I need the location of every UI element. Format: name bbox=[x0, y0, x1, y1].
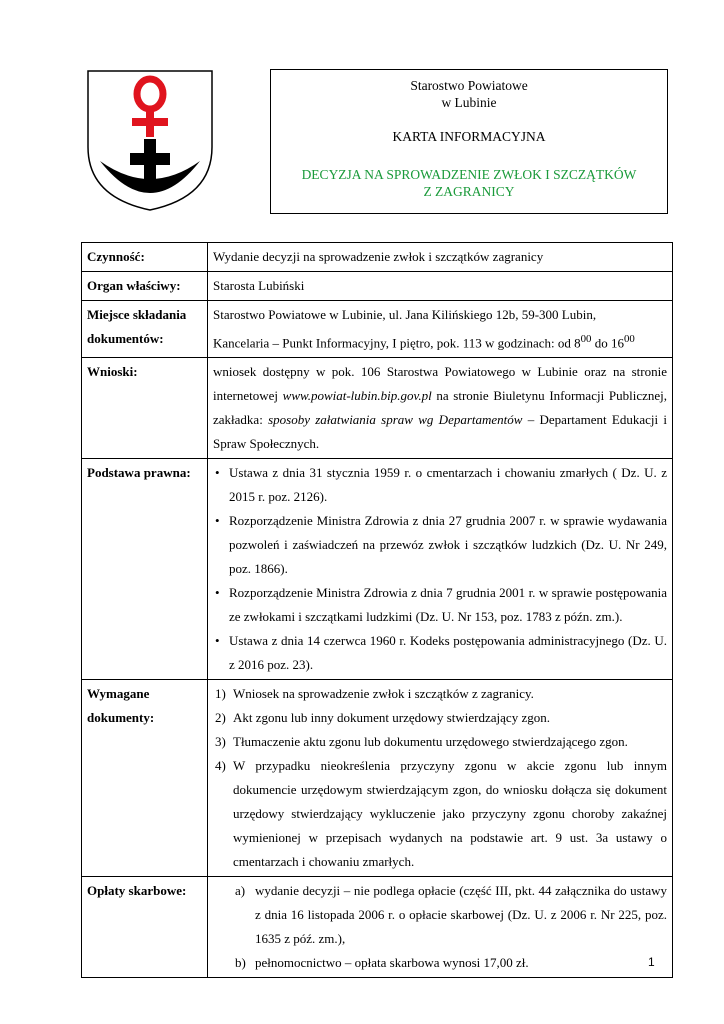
row-wymagane bbox=[82, 680, 673, 877]
row-organ bbox=[82, 272, 673, 301]
value-czynnosc: Wydanie decyzji na sprowadzenie zwłok i szczątków zagranicy bbox=[208, 243, 673, 272]
header-box bbox=[270, 69, 668, 214]
org-city: w Lubinie bbox=[441, 95, 497, 110]
list-item: • Rozporządzenie Ministra Zdrowia z dnia 27 grudnia 2007 r. w sprawie wydawania pozwoleń i zaświadczeń na przewóz zwłok i szczątków ludzkich (Dz. U. Nr 249, poz. 1866). bbox=[215, 513, 667, 577]
label-czynnosc: Czynność: bbox=[82, 243, 208, 272]
value-oplaty bbox=[208, 877, 673, 978]
row-wnioski bbox=[82, 358, 673, 459]
label-oplaty: Opłaty skarbowe: bbox=[82, 877, 208, 978]
page-number: 1 bbox=[648, 955, 655, 969]
decision-title: DECYZJA NA SPROWADZENIE ZWŁOK I SZCZĄTKÓW Z ZAGRANICY bbox=[301, 167, 637, 199]
list-item: • Rozporządzenie Ministra Zdrowia z dnia 7 grudnia 2001 r. w sprawie postępowania ze zwłokami i szczątkami ludzkimi (Dz. U. Nr 153, poz. 1783 z późn. zm.). bbox=[215, 585, 667, 625]
label-miejsce: Miejsce składania dokumentów: bbox=[82, 301, 208, 358]
value-wymagane bbox=[208, 680, 673, 877]
label-podstawa: Podstawa prawna: bbox=[82, 459, 208, 680]
list-item: 3) Tłumaczenie aktu zgonu lub dokumentu urzędowego stwierdzającego zgon. bbox=[215, 734, 628, 750]
document-type: KARTA INFORMACYJNA bbox=[392, 129, 546, 144]
label-organ: Organ właściwy: bbox=[82, 272, 208, 301]
list-item: • Ustawa z dnia 14 czerwca 1960 r. Kodeks postępowania administracyjnego (Dz. U. z 2016 poz. 23). bbox=[215, 633, 667, 673]
list-item: 1) Wniosek na sprowadzenie zwłok i szczątków z zagranicy. bbox=[215, 686, 534, 702]
bip-link[interactable]: www.powiat-lubin.bip.gov.pl bbox=[282, 388, 432, 404]
value-miejsce: Starostwo Powiatowe w Lubinie, ul. Jana Kilińskiego 12b, 59-300 Lubin, Kancelaria – Punkt Informacyjny, I piętro, pok. 113 w godzinach: od $8^{00}$ do $16^{00}$ bbox=[208, 301, 673, 358]
label-wymagane: Wymagane dokumenty: bbox=[82, 680, 208, 877]
row-czynnosc bbox=[82, 243, 673, 272]
row-miejsce bbox=[82, 301, 673, 358]
value-organ: Starosta Lubiński bbox=[208, 272, 673, 301]
value-wnioski: wniosek dostępny w pok. 106 Starostwa Powiatowego w Lubinie oraz na stronie internetowej www.powiat-lubin.bip.gov.pl na stronie Biuletynu Informacji Publicznej, zakładka: sposoby załatwiania spraw wg Departamentów – Departament Edukacji i Spraw Społecznych. bbox=[208, 358, 673, 459]
coat-of-arms-icon bbox=[86, 69, 214, 212]
row-podstawa bbox=[82, 459, 673, 680]
info-table bbox=[81, 242, 673, 978]
list-item: b) pełnomocnictwo – opłata skarbowa wynosi 17,00 zł. bbox=[235, 955, 529, 971]
row-oplaty bbox=[82, 877, 673, 978]
list-item: • Ustawa z dnia 31 stycznia 1959 r. o cmentarzach i chowaniu zmarłych ( Dz. U. z 2015 r. poz. 2126). bbox=[215, 465, 667, 505]
value-podstawa bbox=[208, 459, 673, 680]
list-item: 2) Akt zgonu lub inny dokument urzędowy stwierdzający zgon. bbox=[215, 710, 550, 726]
list-item: 4) W przypadku nieokreślenia przyczyny zgonu w akcie zgonu lub innym dokumencie urzędowym stwierdzającym zgon, do wniosku dołącza się dokument urzędowy stwierdzający wykluczenie jako przyczyny zgonu choroby zakaźnej wymienionej w przepisach wydanych na podstawie art. 9 ust. 3a ustawy o cmentarzach i chowaniu zmarłych. bbox=[215, 758, 667, 870]
list-item: a) wydanie decyzji – nie podlega opłacie (część III, pkt. 44 załącznika do ustawy z dnia 16 listopada 2006 r. o opłacie skarbowej (Dz. U. z 2006 r. Nr 225, poz. 1635 z póź. zm.), bbox=[235, 883, 667, 947]
org-name: Starostwo Powiatowe bbox=[410, 78, 528, 93]
label-wnioski: Wnioski: bbox=[82, 358, 208, 459]
